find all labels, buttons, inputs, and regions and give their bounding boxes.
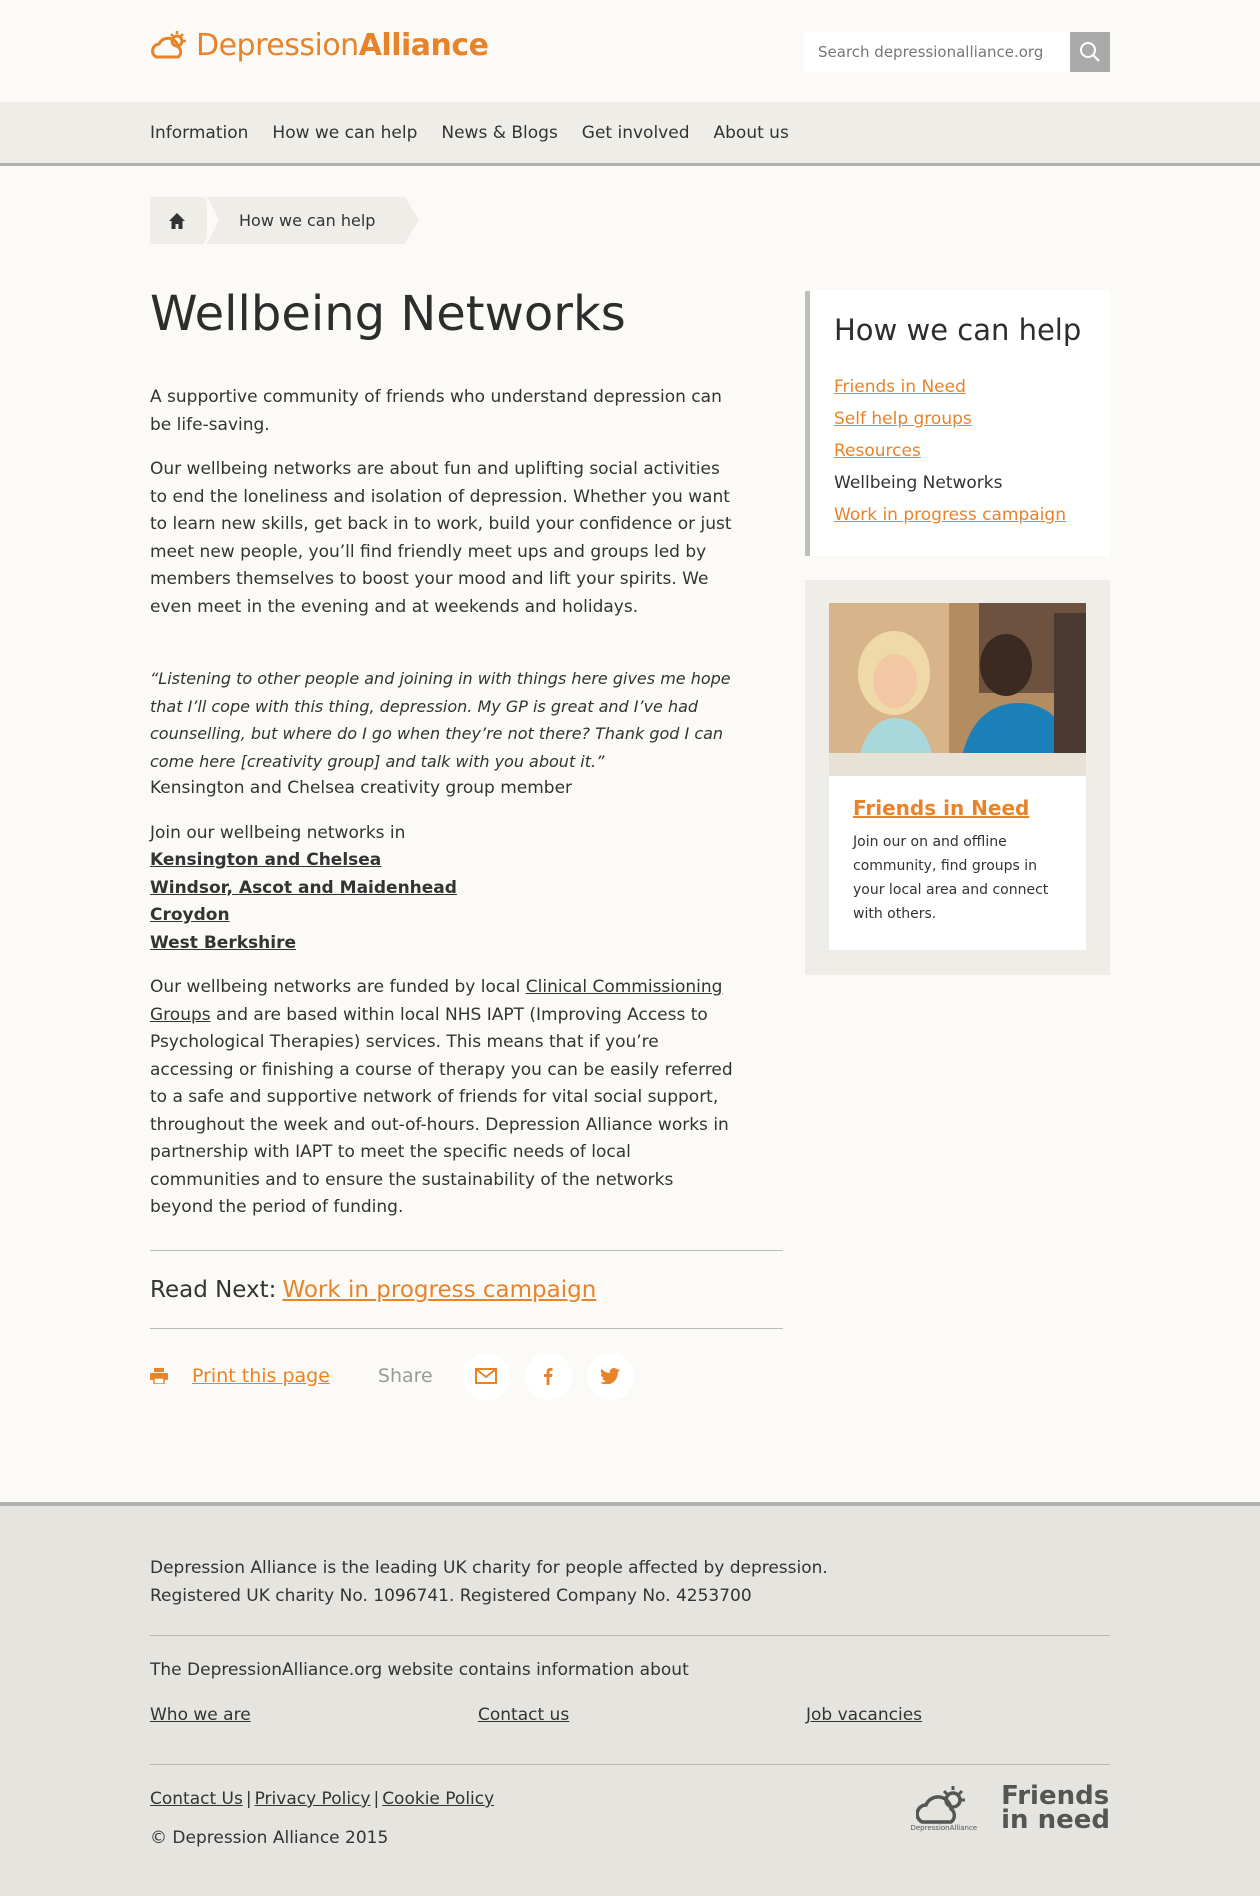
share-label: Share — [377, 1365, 433, 1387]
main-nav — [0, 102, 1260, 166]
twitter-icon — [600, 1368, 620, 1384]
nav-item-how-we-can-help[interactable]: How we can help — [272, 122, 418, 143]
ccg-link[interactable]: Clinical Commissioning Groups — [150, 977, 723, 1025]
site-logo[interactable] — [150, 28, 489, 63]
logo-name-bold: Alliance — [358, 28, 489, 63]
friends-in-need-logo[interactable] — [1001, 1781, 1110, 1835]
site-footer — [0, 1502, 1260, 1896]
join-intro: Join our wellbeing networks in — [150, 822, 406, 843]
sidebar-item-wellbeing-networks: Wellbeing Networks — [834, 473, 1003, 493]
location-link-croydon[interactable]: Croydon — [150, 905, 230, 925]
page-title: Wellbeing Networks — [150, 286, 626, 342]
promo-photo — [829, 603, 1086, 776]
funding-text-start: Our wellbeing networks are funded by local — [150, 977, 526, 997]
share-email-button[interactable] — [463, 1353, 510, 1400]
footer-line-1: Depression Alliance is the leading UK charity for people affected by depression. — [150, 1558, 828, 1578]
funding-text-end: and are based within local NHS IAPT (Improving Access to Psychological Therapies) services. This means that if you’re accessing or finishing a course of therapy you can be easily referred to a safe and supportive network of friends for vital social support, throughout the week and out-of-hours. Depression Alliance works in partnership with IAPT to meet the specific needs of local communities and to ensure the sustainability of the networks beyond the period of funding. — [150, 1004, 733, 1217]
nav-item-about-us[interactable]: About us — [713, 122, 789, 143]
read-next-label: Read Next: — [150, 1276, 277, 1303]
email-icon — [475, 1368, 497, 1384]
footer-da-logo[interactable] — [910, 1784, 977, 1832]
sidebar-item-friends-in-need[interactable] — [834, 371, 1086, 403]
legal-link-contact[interactable]: Contact Us — [150, 1789, 243, 1809]
sidebar-item-resources[interactable] — [834, 435, 1086, 467]
print-link[interactable]: Print this page — [192, 1365, 330, 1387]
sidebar-link-work-in-progress[interactable]: Work in progress campaign — [834, 505, 1066, 525]
fin-line-2: in need — [1001, 1805, 1110, 1835]
sidebar-nav — [805, 291, 1110, 556]
footer-link-who-we-are[interactable]: Who we are — [150, 1705, 251, 1725]
sun-cloud-icon — [916, 1784, 972, 1824]
footer-divider — [150, 1764, 1110, 1765]
location-link-kensington[interactable]: Kensington and Chelsea — [150, 850, 382, 870]
fin-line-1: Friends — [1001, 1781, 1110, 1811]
legal-link-cookie[interactable]: Cookie Policy — [382, 1789, 495, 1809]
footer-link-job-vacancies[interactable]: Job vacancies — [806, 1705, 923, 1725]
funding-paragraph — [150, 974, 740, 1222]
intro-paragraph: A supportive community of friends who understand depression can be life-saving. — [150, 387, 722, 435]
testimonial-author: Kensington and Chelsea creativity group member — [150, 778, 573, 798]
share-bar — [150, 1352, 649, 1400]
facebook-icon — [543, 1367, 553, 1385]
join-networks — [150, 820, 740, 958]
footer-line-2: Registered UK charity No. 1096741. Registered Company No. 4253700 — [150, 1586, 752, 1606]
body-paragraph: Our wellbeing networks are about fun and uplifting social activities to end the loneliness and isolation of depression. Whether you want to learn new skills, get back in to work, build your confidence or just meet new people, you’ll find friendly meet ups and groups led by members themselves to boost your mood and lift your spirits. We even meet in the evening and at weekends and holidays. — [150, 459, 732, 617]
sidebar-link-resources[interactable]: Resources — [834, 441, 921, 461]
copyright: © Depression Alliance 2015 — [150, 1828, 389, 1848]
nav-item-information[interactable]: Information — [150, 122, 249, 143]
search-form — [804, 32, 1110, 72]
read-next-link[interactable]: Work in progress campaign — [282, 1276, 597, 1303]
footer-logos — [910, 1781, 1110, 1835]
legal-link-privacy[interactable]: Privacy Policy — [254, 1789, 371, 1809]
breadcrumb-home[interactable] — [150, 197, 204, 244]
location-link-west-berkshire[interactable]: West Berkshire — [150, 932, 296, 953]
footer-info: The DepressionAlliance.org website contains information about — [150, 1660, 689, 1680]
sidebar-title: How we can help — [834, 313, 1082, 347]
promo-panel — [805, 580, 1110, 975]
footer-da-logo-text: DepressionAlliance — [910, 1824, 978, 1832]
location-link-windsor[interactable]: Windsor, Ascot and Maidenhead — [150, 877, 457, 898]
friends-photo-illustration — [829, 603, 1086, 776]
search-input[interactable] — [804, 32, 1070, 72]
promo-text: Join our on and offline community, find groups in your local area and connect with others. — [853, 834, 1049, 922]
search-icon — [1079, 41, 1101, 63]
sidebar-link-self-help-groups[interactable]: Self help groups — [834, 409, 972, 429]
share-facebook-button[interactable] — [525, 1353, 572, 1400]
breadcrumb-current[interactable]: How we can help — [207, 197, 405, 244]
share-twitter-button[interactable] — [587, 1353, 634, 1400]
footer-link-contact-us[interactable]: Contact us — [478, 1705, 570, 1725]
promo-card[interactable] — [829, 603, 1086, 950]
nav-item-news-blogs[interactable]: News & Blogs — [441, 122, 558, 143]
footer-about — [150, 1554, 828, 1610]
logo-name-light: Depression — [196, 28, 359, 63]
sidebar-item-self-help-groups[interactable] — [834, 403, 1086, 435]
sun-cloud-icon — [150, 29, 190, 63]
testimonial-quote: “Listening to other people and joining in with things here gives me hope that I’ll cope with this thing, depression. My GP is great and I’ve had counselling, but where do I go when they’re not there? Thank god I can come here [creativity group] and talk with you about it.” — [150, 669, 731, 771]
nav-item-get-involved[interactable]: Get involved — [581, 122, 690, 143]
breadcrumb — [150, 197, 405, 244]
footer-divider — [150, 1635, 1110, 1636]
promo-title-link[interactable]: Friends in Need — [853, 796, 1030, 820]
main-content — [150, 284, 740, 1239]
location-links — [150, 847, 740, 957]
search-button[interactable] — [1070, 32, 1110, 72]
home-icon — [168, 212, 186, 230]
footer-legal-links: Contact Us | Privacy Policy | Cookie Policy — [150, 1789, 495, 1809]
site-header — [0, 0, 1260, 102]
sidebar-link-friends-in-need[interactable]: Friends in Need — [834, 377, 966, 397]
sidebar-item-work-in-progress[interactable] — [834, 499, 1086, 531]
read-next — [150, 1250, 783, 1329]
printer-icon — [150, 1368, 168, 1384]
